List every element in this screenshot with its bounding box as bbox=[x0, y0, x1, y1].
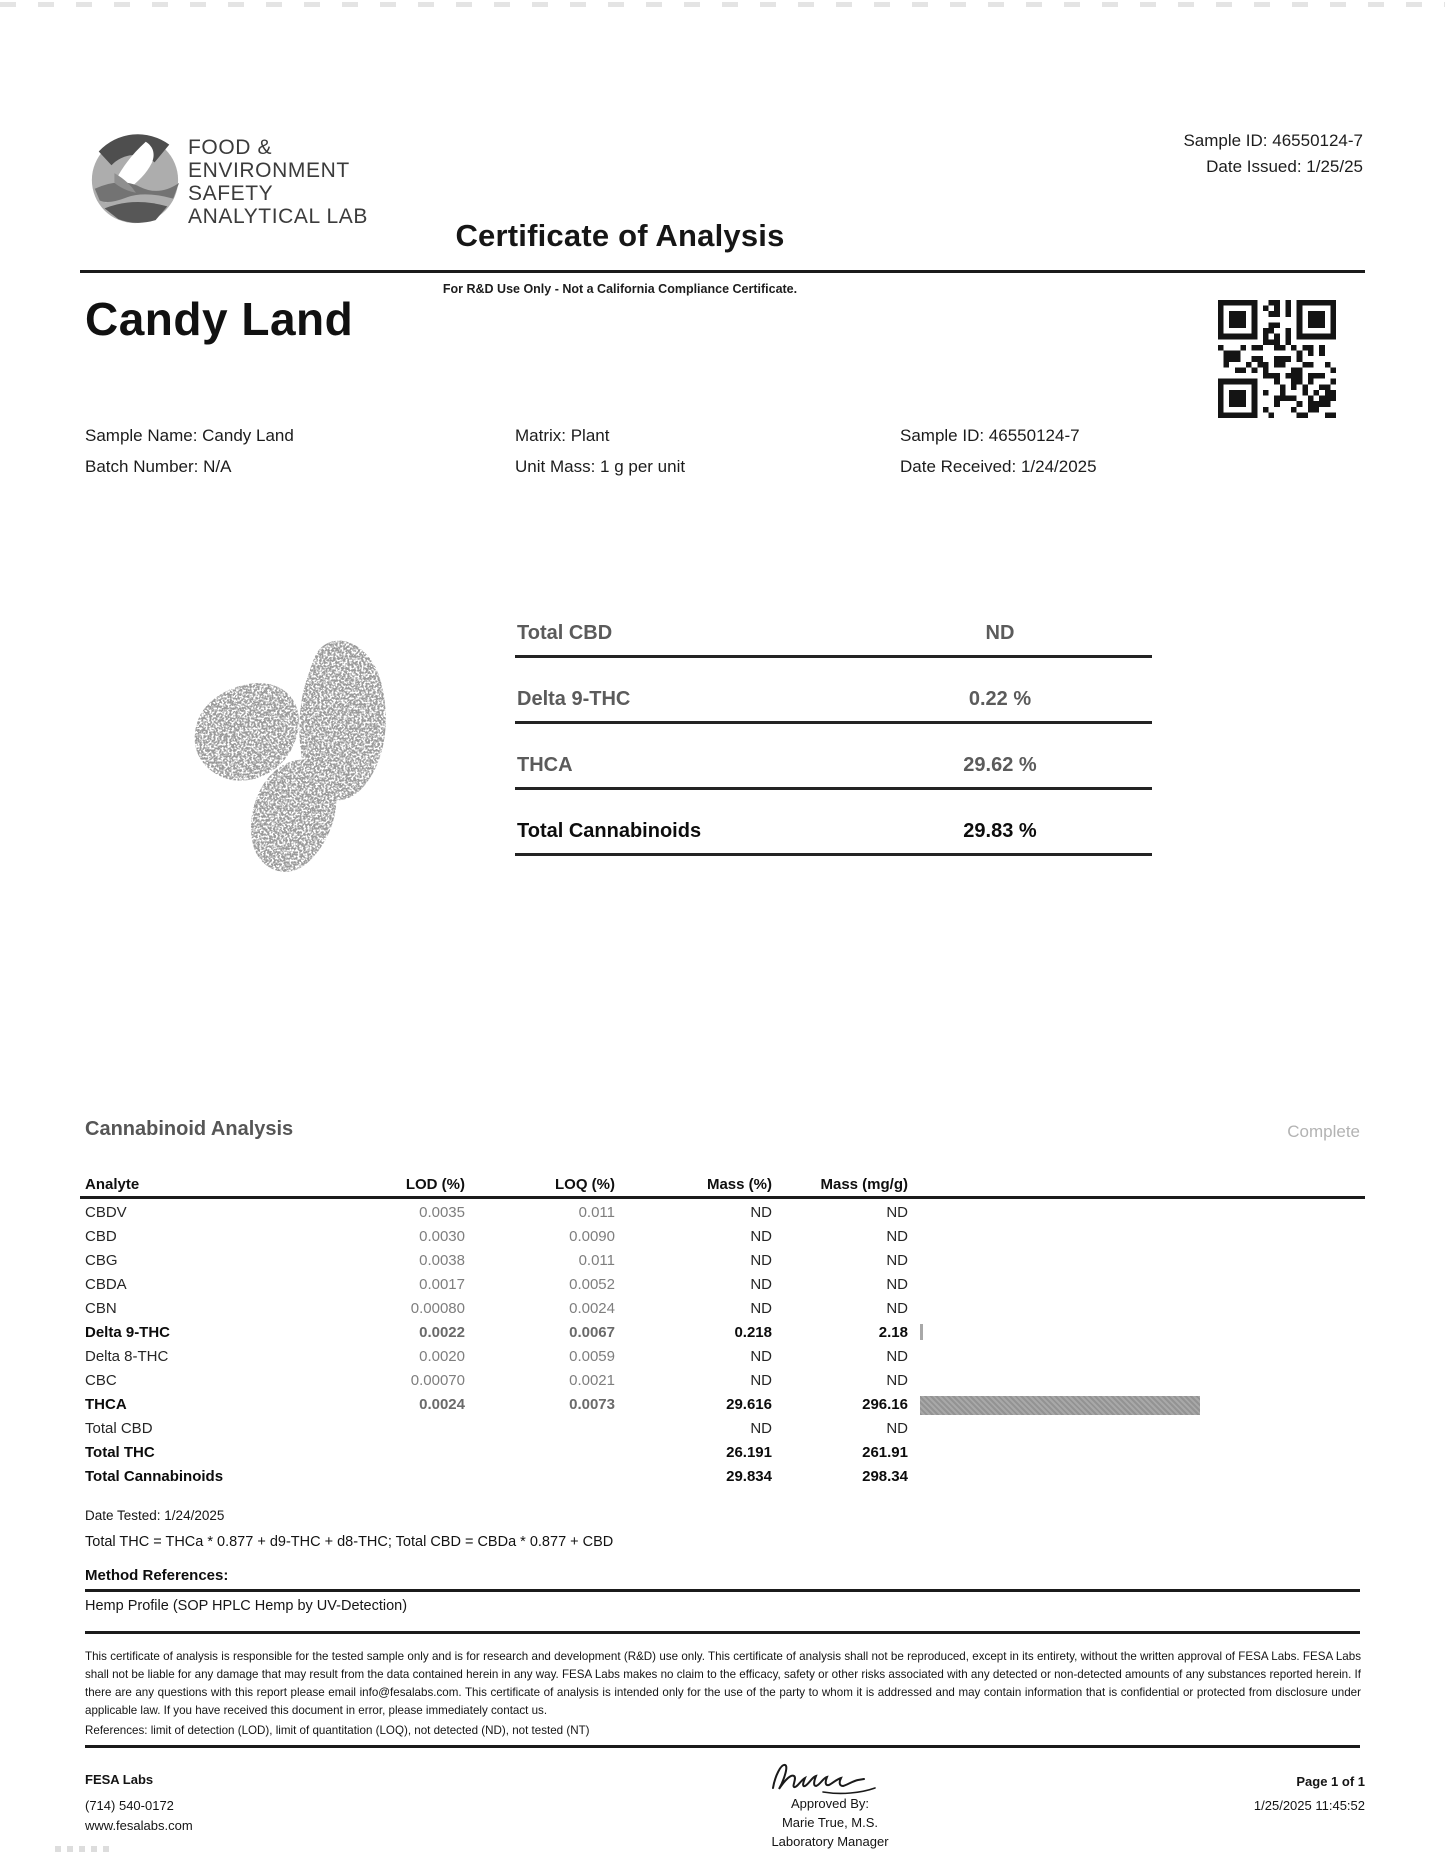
header-divider bbox=[80, 270, 1365, 273]
mass-mgg-value: ND bbox=[886, 1348, 908, 1365]
table-row bbox=[85, 1322, 1360, 1346]
mass-pct-value: 0.218 bbox=[734, 1324, 772, 1341]
mass-pct-value: ND bbox=[750, 1300, 772, 1317]
analyte-name: Total Cannabinoids bbox=[85, 1468, 224, 1485]
summary-row bbox=[515, 790, 1152, 856]
summary-row bbox=[515, 592, 1152, 658]
print-timestamp: 1/25/2025 11:45:52 bbox=[1253, 1798, 1365, 1813]
lod-value: 0.0024 bbox=[419, 1396, 465, 1413]
date-tested: Date Tested: 1/24/2025 bbox=[85, 1508, 225, 1523]
table-row bbox=[85, 1418, 1360, 1442]
summary-label: THCA bbox=[517, 754, 573, 776]
analyte-name: Total CBD bbox=[85, 1420, 153, 1437]
lod-value: 0.0020 bbox=[419, 1348, 465, 1365]
page-number: Page 1 of 1 bbox=[1296, 1774, 1365, 1789]
loq-value: 0.0090 bbox=[569, 1228, 615, 1245]
product-name: Candy Land bbox=[85, 293, 354, 345]
summary-row bbox=[515, 658, 1152, 724]
mass-bar bbox=[920, 1396, 1200, 1415]
mass-pct-value: 29.616 bbox=[726, 1396, 772, 1413]
mass-mgg-value: ND bbox=[886, 1228, 908, 1245]
analyte-name: Delta 8-THC bbox=[85, 1348, 169, 1365]
analyte-name: CBDA bbox=[85, 1276, 127, 1293]
lod-value: 0.0022 bbox=[419, 1324, 465, 1341]
lab-name-line: FOOD & bbox=[188, 136, 273, 159]
table-row bbox=[85, 1466, 1360, 1490]
table-header-divider bbox=[80, 1196, 1365, 1199]
loq-value: 0.011 bbox=[578, 1252, 615, 1269]
summary-label: Total Cannabinoids bbox=[517, 820, 702, 842]
analyte-name: CBD bbox=[85, 1228, 117, 1245]
lab-name-line: ANALYTICAL LAB bbox=[188, 205, 368, 228]
analyte-name: CBDV bbox=[85, 1204, 127, 1221]
analyte-name: CBC bbox=[85, 1372, 117, 1389]
analyte-name: Total THC bbox=[85, 1444, 155, 1461]
batch-number: Batch Number: N/A bbox=[85, 457, 232, 476]
table-row bbox=[85, 1442, 1360, 1466]
lab-name-line: ENVIRONMENT bbox=[188, 159, 350, 182]
mass-mgg-value: 261.91 bbox=[862, 1444, 908, 1461]
table-row bbox=[85, 1370, 1360, 1394]
sample-info-col2 bbox=[515, 420, 685, 482]
loq-value: 0.0052 bbox=[569, 1276, 615, 1293]
summary-table bbox=[515, 592, 1152, 856]
summary-value: ND bbox=[985, 622, 1015, 644]
footer-phone: (714) 540-0172 bbox=[85, 1798, 174, 1813]
mass-pct-value: ND bbox=[750, 1420, 772, 1437]
method-reference: Hemp Profile (SOP HPLC Hemp by UV-Detection) bbox=[85, 1598, 408, 1614]
mass-pct-value: ND bbox=[750, 1276, 772, 1293]
table-row bbox=[85, 1226, 1360, 1250]
fesa-logo-icon bbox=[85, 127, 183, 229]
lod-value: 0.00070 bbox=[410, 1372, 465, 1389]
references-note: References: limit of detection (LOD), limit of quantitation (LOQ), not detected (ND), not tested (NT) bbox=[85, 1724, 590, 1737]
mass-pct-value: ND bbox=[750, 1372, 772, 1389]
loq-value: 0.0059 bbox=[569, 1348, 615, 1365]
loq-value: 0.011 bbox=[578, 1204, 615, 1221]
date-issued: Date Issued: 1/25/25 bbox=[1206, 157, 1363, 176]
col-mass-pct: Mass (%) bbox=[706, 1176, 772, 1193]
table-row bbox=[85, 1202, 1360, 1226]
approved-by-label: Approved By: bbox=[790, 1796, 870, 1811]
mass-bar bbox=[920, 1324, 923, 1340]
mass-pct-value: 29.834 bbox=[726, 1468, 772, 1485]
mass-mgg-value: ND bbox=[886, 1300, 908, 1317]
summary-label: Total CBD bbox=[517, 622, 613, 644]
summary-value: 0.22 % bbox=[968, 688, 1032, 710]
approver-name: Marie True, M.S. bbox=[781, 1815, 879, 1830]
document-title: Certificate of Analysis bbox=[455, 218, 785, 253]
mass-mgg-value: ND bbox=[886, 1276, 908, 1293]
approval-block bbox=[690, 1794, 970, 1851]
footer-lab-name: FESA Labs bbox=[85, 1772, 154, 1787]
total-formula: Total THC = THCa * 0.877 + d9-THC + d8-THC; Total CBD = CBDa * 0.877 + CBD bbox=[85, 1534, 614, 1550]
loq-value: 0.0073 bbox=[569, 1396, 615, 1413]
method-divider bbox=[85, 1589, 1360, 1592]
table-row bbox=[85, 1274, 1360, 1298]
lod-value: 0.0038 bbox=[419, 1252, 465, 1269]
footer-page-block bbox=[1254, 1770, 1365, 1818]
analyte-name: CBG bbox=[85, 1252, 118, 1269]
sample-id: Sample ID: 46550124-7 bbox=[900, 426, 1080, 445]
sample-name: Sample Name: Candy Land bbox=[85, 426, 294, 445]
analysis-table-body bbox=[85, 1202, 1360, 1490]
mass-mgg-value: 2.18 bbox=[878, 1324, 908, 1341]
analyte-name: Delta 9-THC bbox=[85, 1324, 171, 1341]
mass-mgg-value: ND bbox=[886, 1252, 908, 1269]
method-references-label: Method References: bbox=[85, 1567, 229, 1584]
lod-value: 0.00080 bbox=[410, 1300, 465, 1317]
sample-photo bbox=[158, 608, 438, 903]
mass-mgg-value: ND bbox=[886, 1420, 908, 1437]
matrix: Matrix: Plant bbox=[515, 426, 610, 445]
summary-value: 29.83 % bbox=[963, 820, 1037, 842]
col-analyte: Analyte bbox=[85, 1176, 140, 1193]
bud-image bbox=[158, 608, 438, 898]
lod-value: 0.0030 bbox=[419, 1228, 465, 1245]
mass-mgg-value: ND bbox=[886, 1372, 908, 1389]
disclaimer-divider-bottom bbox=[85, 1745, 1360, 1748]
footer-lab-block bbox=[85, 1770, 193, 1836]
signature-icon bbox=[765, 1758, 895, 1798]
table-row bbox=[85, 1250, 1360, 1274]
unit-mass: Unit Mass: 1 g per unit bbox=[515, 457, 686, 476]
document-subtitle: For R&D Use Only - Not a California Compliance Certificate. bbox=[442, 282, 798, 296]
approver-title: Laboratory Manager bbox=[771, 1834, 889, 1849]
table-row bbox=[85, 1394, 1360, 1418]
qr-code-icon bbox=[1218, 300, 1336, 418]
col-lod: LOD (%) bbox=[405, 1176, 465, 1193]
footer-website: www.fesalabs.com bbox=[85, 1818, 193, 1833]
status-badge: Complete bbox=[1287, 1122, 1360, 1141]
mass-mgg-value: 298.34 bbox=[862, 1468, 908, 1485]
scan-artifact-top bbox=[0, 2, 1445, 7]
analysis-table-header bbox=[85, 1174, 1360, 1194]
loq-value: 0.0021 bbox=[569, 1372, 615, 1389]
analyte-name: THCA bbox=[85, 1396, 127, 1413]
table-row bbox=[85, 1346, 1360, 1370]
disclaimer-divider-top bbox=[85, 1631, 1360, 1634]
lab-name-line: SAFETY bbox=[188, 182, 274, 205]
col-mass-mgg: Mass (mg/g) bbox=[820, 1176, 908, 1193]
disclaimer-text: This certificate of analysis is responsible for the tested sample only and is for research and development (R&D) use only. This certificate of analysis shall not be reproduced, except in its entirety, without the written approval of FESA Labs. FESA Labs shall not be liable for any damage that may result from the data contained herein in any way. FESA Labs makes no claim to the efficacy, safety or other risks associated with any detected or non-detected amounts of any substances reported herein. If there are any questions with this report please email info@fesalabs.com. This certificate of analysis is intended only for the use of the party to whom it is addressed and may contain information that is confidential or protected from disclosure under applicable law. If you have received this document in error, please immediately contact us. bbox=[85, 1650, 1361, 1717]
mass-pct-value: ND bbox=[750, 1348, 772, 1365]
section-title: Cannabinoid Analysis bbox=[85, 1118, 294, 1140]
mass-mgg-value: ND bbox=[886, 1204, 908, 1221]
mass-pct-value: ND bbox=[750, 1228, 772, 1245]
analyte-name: CBN bbox=[85, 1300, 117, 1317]
summary-value: 29.62 % bbox=[963, 754, 1037, 776]
loq-value: 0.0067 bbox=[569, 1324, 615, 1341]
lod-value: 0.0017 bbox=[419, 1276, 465, 1293]
summary-row bbox=[515, 724, 1152, 790]
sample-id-issued: Sample ID: 46550124-7 bbox=[1183, 131, 1363, 150]
date-received: Date Received: 1/24/2025 bbox=[900, 457, 1097, 476]
lab-name-block bbox=[188, 136, 368, 228]
sample-info-col3 bbox=[900, 420, 1097, 482]
mass-pct-value: 26.191 bbox=[726, 1444, 772, 1461]
mass-mgg-value: 296.16 bbox=[862, 1396, 908, 1413]
mass-pct-value: ND bbox=[750, 1252, 772, 1269]
col-loq: LOQ (%) bbox=[555, 1176, 615, 1193]
table-row bbox=[85, 1298, 1360, 1322]
mass-pct-value: ND bbox=[750, 1204, 772, 1221]
loq-value: 0.0024 bbox=[569, 1300, 615, 1317]
sample-info-col1 bbox=[85, 420, 294, 482]
summary-label: Delta 9-THC bbox=[517, 688, 631, 710]
fesa-logo bbox=[85, 127, 183, 234]
issue-block bbox=[1183, 128, 1363, 180]
lod-value: 0.0035 bbox=[419, 1204, 465, 1221]
scan-artifact-bottom bbox=[55, 1846, 115, 1852]
qr-code bbox=[1218, 300, 1336, 423]
